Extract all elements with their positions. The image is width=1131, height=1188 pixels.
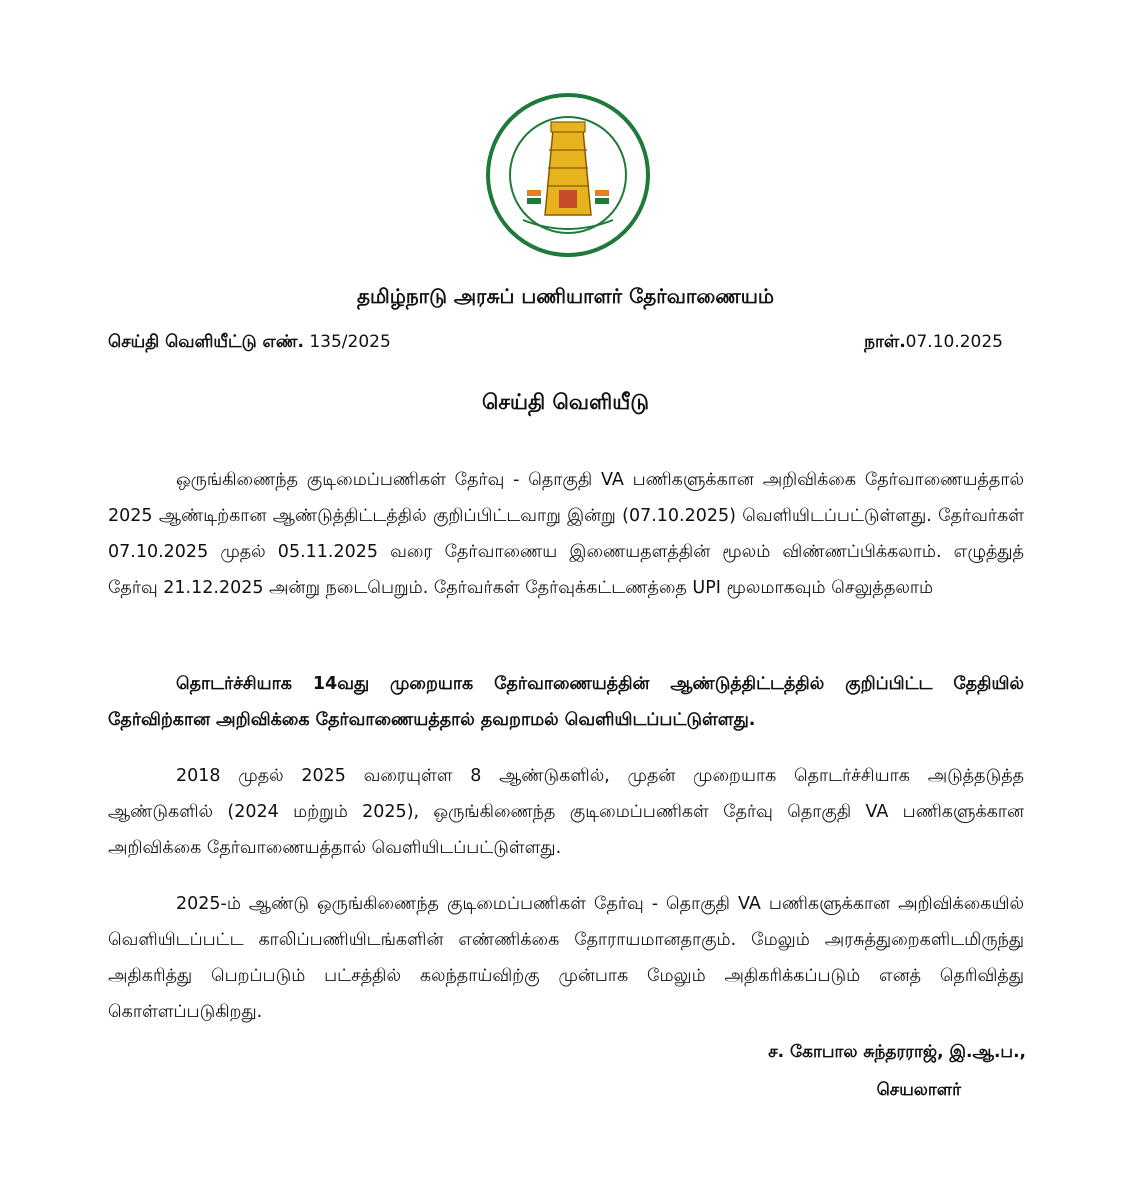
paragraph-vacancies: 2025-ம் ஆண்டு ஒருங்கிணைந்த குடிமைப்பணிகள் தேர்வு - தொகுதி VA பணிகளுக்கான அறிவிக்கையில் வெளியிடப்பட்ட காலிப்பணியிடங்களின் எண்ணிக்கை தோராயமானதாகும். மேலும் அரசுத்துறைகளிடமிருந்து அதிகரித்து பெறப்படும் பட்சத்தில் கலந்தாய்விற்கு முன்பாக மேலும் அதிகரிக்கப்படும் எனத் தெரிவித்து கொள்ளப்படுகிறது. [108, 893, 1024, 1022]
reference-label: செய்தி வெளியீட்டு எண். [108, 332, 304, 352]
paragraph-notification: ஒருங்கிணைந்த குடிமைப்பணிகள் தேர்வு - தொகுதி VA பணிகளுக்கான அறிவிக்கை தேர்வாணையத்தால் 2025 ஆண்டிற்கான ஆண்டுத்திட்டத்தில் குறிப்பிட்டவாறு இன்று (07.10.2025) வெளியிடப்பட்டுள்ளது. தேர்வர்கள் 07.10.2025 முதல் 05.11.2025 வரை தேர்வாணைய இணையதளத்தின் மூலம் விண்ணப்பிக்கலாம். எழுத்துத் தேர்வு 21.12.2025 அன்று நடைபெறும். தேர்வர்கள் தேர்வுக்கட்டணத்தை UPI மூலமாகவும் செலுத்தலாம் [108, 469, 1024, 598]
paragraph-continuity: தொடர்ச்சியாக 14வது முறையாக தேர்வாணையத்தின் ஆண்டுத்திட்டத்தில் குறிப்பிட்ட தேதியில் தேர்விற்கான அறிவிக்கை தேர்வாணையத்தால் தவறாமல் வெளியிடப்பட்டுள்ளது. [108, 673, 1024, 730]
press-release-date [864, 332, 1003, 354]
press-release-reference [108, 332, 391, 354]
document-title: செய்தி வெளியீடு [482, 390, 649, 414]
signatory-name: ச. கோபால சுந்தரராஜ், இ.ஆ.ப., [768, 1042, 1026, 1062]
date-label: நாள். [864, 332, 906, 352]
signatory-designation: செயலாளர் [876, 1080, 961, 1100]
date-value: 07.10.2025 [905, 332, 1003, 352]
reference-number: 135/2025 [309, 332, 391, 352]
tamil-nadu-government-emblem-icon [483, 90, 653, 260]
organization-name: தமிழ்நாடு அரசுப் பணியாளர் தேர்வாணையம் [357, 284, 774, 308]
paragraph-history: 2018 முதல் 2025 வரையுள்ள 8 ஆண்டுகளில், முதன் முறையாக தொடர்ச்சியாக அடுத்தடுத்த ஆண்டுகளில் (2024 மற்றும் 2025), ஒருங்கிணைந்த குடிமைப்பணிகள் தேர்வு தொகுதி VA பணிகளுக்கான அறிவிக்கை தேர்வாணையத்தால் வெளியிடப்பட்டுள்ளது. [108, 765, 1024, 858]
